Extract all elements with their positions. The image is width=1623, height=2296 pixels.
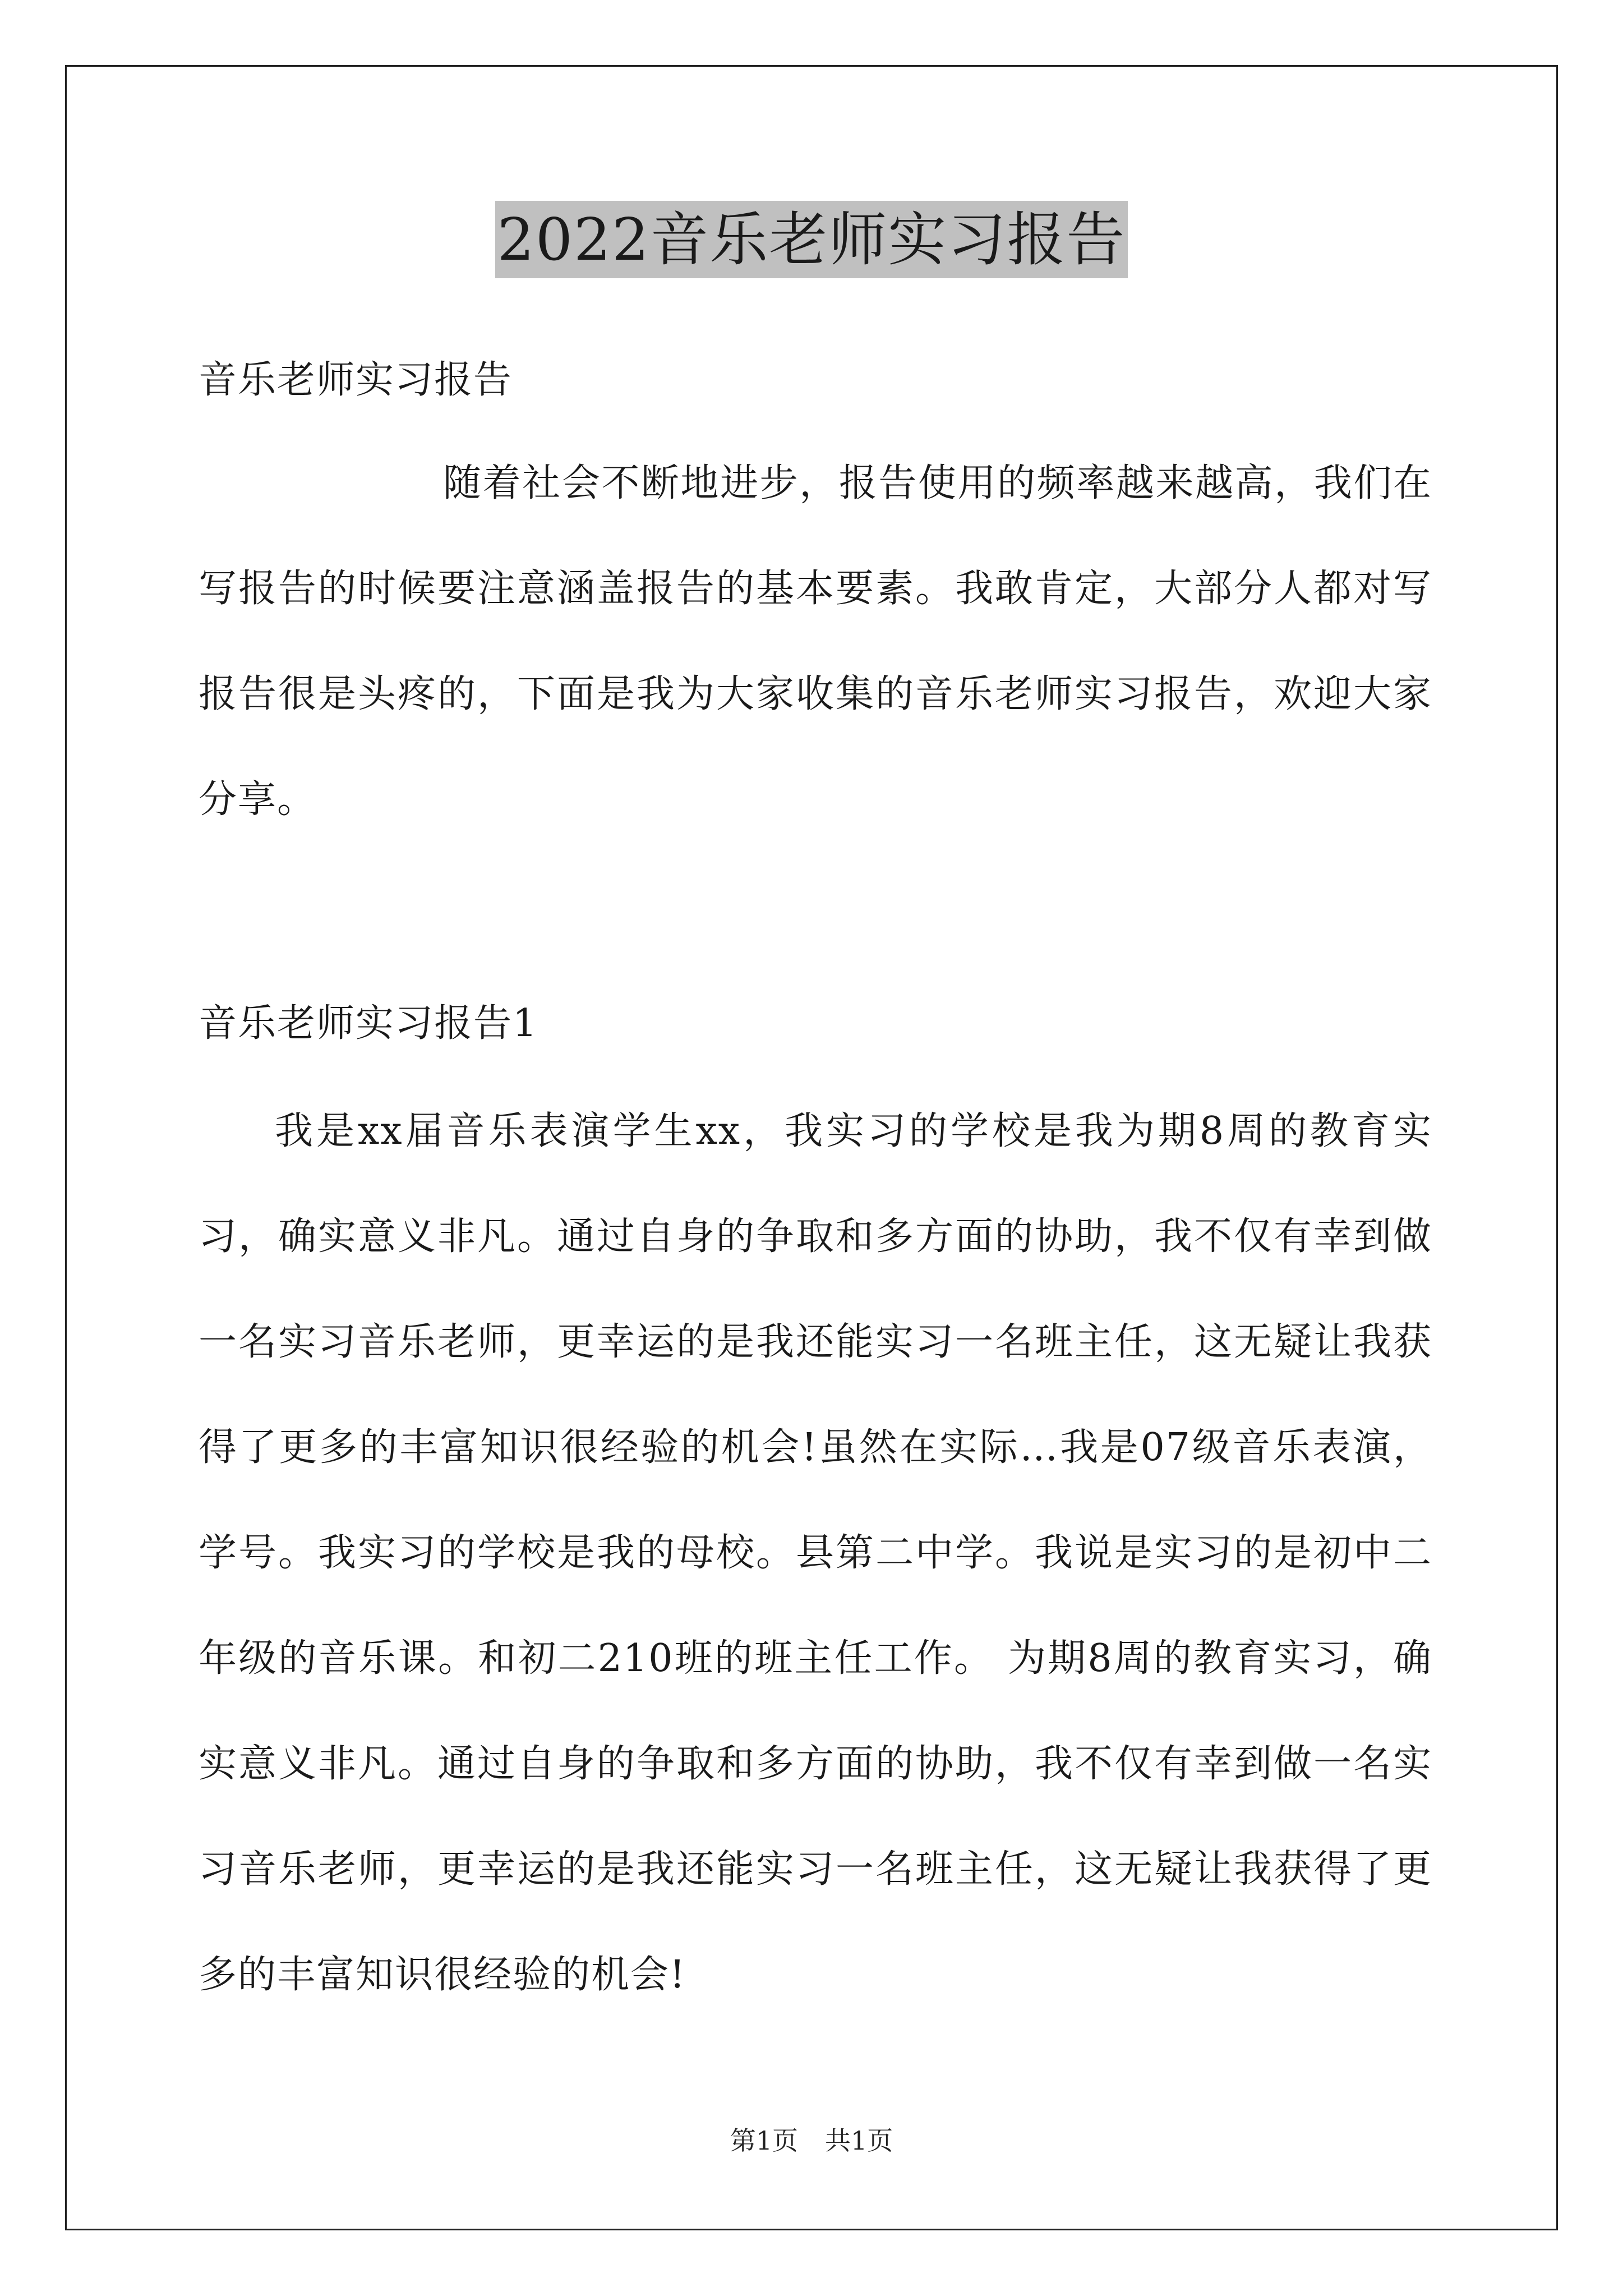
section-heading: 音乐老师实习报告1 [199, 1001, 538, 1046]
title-container [0, 201, 1623, 278]
section-paragraph: 我是xx届音乐表演学生xx，我实习的学校是我为期8周的教育实习，确实意义非凡。通过自身的争取和多方面的协助，我不仅有幸到做一名实习音乐老师，更幸运的是我还能实习一名班主任，这无疑让我获得了更多的丰富知识很经验的机会!虽然在实际…我是07级音乐表演，学号。我实习的学校是我的母校。县第二中学。我说是实习的是初中二年级的音乐课。和初二210班的班主任工作。 为期8周的教育实习，确实意义非凡。通过自身的争取和多方面的协助，我不仅有幸到做一名实习音乐老师，更幸运的是我还能实习一名班主任，这无疑让我获得了更多的丰富知识很经验的机会! [199, 1109, 1433, 1997]
page-number: 第1页 [730, 2125, 798, 2156]
intro-paragraph: 随着社会不断地进步，报告使用的频率越来越高，我们在写报告的时候要注意涵盖报告的基本要素。我敢肯定，大部分人都对写报告很是头疼的，下面是我为大家收集的音乐老师实习报告，欢迎大家分享。 [199, 461, 1432, 822]
page-footer [0, 2120, 1623, 2157]
page-total: 共1页 [825, 2125, 893, 2156]
document-title: 2022音乐老师实习报告 [495, 201, 1128, 278]
intro-heading: 音乐老师实习报告 [199, 358, 513, 402]
